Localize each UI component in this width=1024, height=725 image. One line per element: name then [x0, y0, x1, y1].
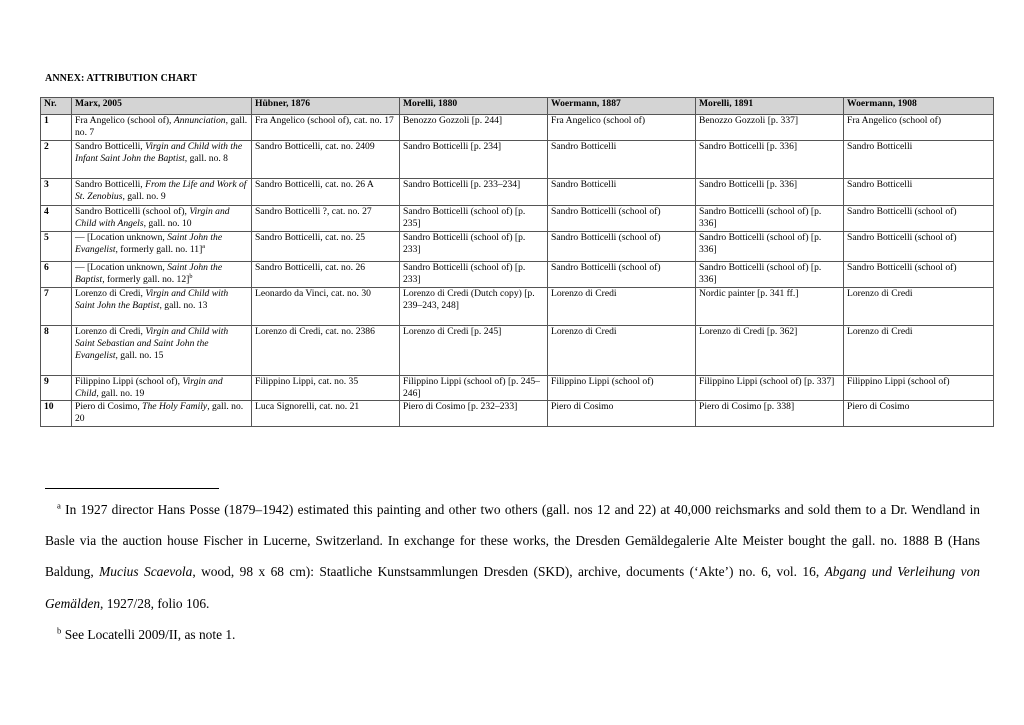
cell-marx: Fra Angelico (school of), Annunciation, gall. no. 7 [72, 115, 252, 141]
cell-woermann1908: Lorenzo di Credi [844, 326, 994, 376]
table-row [41, 262, 994, 288]
cell-huebner: Fra Angelico (school of), cat. no. 17 [252, 115, 400, 141]
cell-morelli1880: Sandro Botticelli [p. 233–234] [400, 179, 548, 206]
cell-woermann1887: Sandro Botticelli [548, 179, 696, 206]
footnote-b [45, 619, 980, 650]
cell-nr: 1 [41, 115, 72, 141]
cell-woermann1908: Sandro Botticelli (school of) [844, 232, 994, 262]
cell-morelli1891: Sandro Botticelli (school of) [p. 336] [696, 232, 844, 262]
cell-marx: Sandro Botticelli, From the Life and Work of St. Zenobius, gall. no. 9 [72, 179, 252, 206]
cell-huebner: Sandro Botticelli, cat. no. 26 A [252, 179, 400, 206]
cell-morelli1880: Lorenzo di Credi (Dutch copy) [p. 239–243, 248] [400, 288, 548, 326]
column-header: Hübner, 1876 [252, 98, 400, 115]
footnote-text: In 1927 director Hans Posse (1879–1942) estimated this painting and other two others (gall. nos 12 and 22) at 40,000 reichsmarks and sold them to a Dr. Wendland in Basle via the auction house Fischer in Lucerne, Switzerland. In exchange for these works, the Dresden Gemäldegalerie Alte Meister bought the gall. no. 1888 B (Hans Baldung, Mucius Scaevola, wood, 98 x 68 cm): Staatliche Kunstsammlungen Dresden (SKD), archive, documents (‘Akte’) no. 6, vol. 16, Abgang und Verleihung von Gemälden, 1927/28, folio 106. [45, 502, 980, 611]
cell-nr: 7 [41, 288, 72, 326]
cell-marx: Sandro Botticelli, Virgin and Child with the Infant Saint John the Baptist, gall. no. 8 [72, 141, 252, 179]
cell-woermann1887: Sandro Botticelli (school of) [548, 232, 696, 262]
table-row [41, 141, 994, 179]
table-row [41, 401, 994, 427]
cell-woermann1887: Filippino Lippi (school of) [548, 376, 696, 401]
column-header: Nr. [41, 98, 72, 115]
cell-huebner: Sandro Botticelli, cat. no. 26 [252, 262, 400, 288]
cell-marx: Lorenzo di Credi, Virgin and Child with Saint John the Baptist, gall. no. 13 [72, 288, 252, 326]
cell-marx: Filippino Lippi (school of), Virgin and Child, gall. no. 19 [72, 376, 252, 401]
cell-huebner: Filippino Lippi, cat. no. 35 [252, 376, 400, 401]
cell-nr: 10 [41, 401, 72, 427]
cell-morelli1880: Benozzo Gozzoli [p. 244] [400, 115, 548, 141]
table-row [41, 232, 994, 262]
cell-morelli1880: Sandro Botticelli [p. 234] [400, 141, 548, 179]
cell-huebner: Lorenzo di Credi, cat. no. 2386 [252, 326, 400, 376]
cell-nr: 4 [41, 206, 72, 232]
cell-morelli1880: Sandro Botticelli (school of) [p. 233] [400, 262, 548, 288]
cell-morelli1891: Nordic painter [p. 341 ff.] [696, 288, 844, 326]
cell-nr: 9 [41, 376, 72, 401]
cell-nr: 5 [41, 232, 72, 262]
cell-woermann1887: Lorenzo di Credi [548, 288, 696, 326]
cell-woermann1887: Fra Angelico (school of) [548, 115, 696, 141]
cell-morelli1880: Sandro Botticelli (school of) [p. 233] [400, 232, 548, 262]
column-header: Morelli, 1891 [696, 98, 844, 115]
cell-woermann1908: Filippino Lippi (school of) [844, 376, 994, 401]
cell-marx: — [Location unknown, Saint John the Evangelist, formerly gall. no. 11]$^a$ [72, 232, 252, 262]
cell-huebner: Leonardo da Vinci, cat. no. 30 [252, 288, 400, 326]
column-header: Woermann, 1908 [844, 98, 994, 115]
cell-morelli1880: Lorenzo di Credi [p. 245] [400, 326, 548, 376]
cell-woermann1908: Lorenzo di Credi [844, 288, 994, 326]
cell-marx: Lorenzo di Credi, Virgin and Child with Saint Sebastian and Saint John the Evangelist, gall. no. 15 [72, 326, 252, 376]
table-body [41, 115, 994, 427]
cell-nr: 6 [41, 262, 72, 288]
table-row [41, 376, 994, 401]
footnote-mark: a [57, 500, 61, 511]
footnote-a [45, 494, 980, 619]
table-header-row [41, 98, 994, 115]
cell-nr: 2 [41, 141, 72, 179]
table-row [41, 115, 994, 141]
cell-marx: — [Location unknown, Saint John the Baptist, formerly gall. no. 12]$^b$ [72, 262, 252, 288]
cell-morelli1891: Sandro Botticelli [p. 336] [696, 141, 844, 179]
cell-morelli1891: Sandro Botticelli [p. 336] [696, 179, 844, 206]
cell-nr: 3 [41, 179, 72, 206]
cell-morelli1880: Sandro Botticelli (school of) [p. 235] [400, 206, 548, 232]
cell-woermann1887: Lorenzo di Credi [548, 326, 696, 376]
cell-morelli1891: Benozzo Gozzoli [p. 337] [696, 115, 844, 141]
cell-woermann1908: Piero di Cosimo [844, 401, 994, 427]
footnote-separator [45, 488, 219, 489]
cell-morelli1891: Filippino Lippi (school of) [p. 337] [696, 376, 844, 401]
cell-marx: Sandro Botticelli (school of), Virgin and Child with Angels, gall. no. 10 [72, 206, 252, 232]
cell-morelli1891: Sandro Botticelli (school of) [p. 336] [696, 206, 844, 232]
cell-huebner: Sandro Botticelli, cat. no. 25 [252, 232, 400, 262]
cell-morelli1880: Piero di Cosimo [p. 232–233] [400, 401, 548, 427]
table-row [41, 326, 994, 376]
footnote-mark: b [57, 625, 62, 636]
column-header: Marx, 2005 [72, 98, 252, 115]
footnote-text: See Locatelli 2009/II, as note 1. [64, 626, 236, 642]
cell-woermann1908: Sandro Botticelli [844, 179, 994, 206]
cell-woermann1908: Sandro Botticelli (school of) [844, 262, 994, 288]
cell-huebner: Sandro Botticelli ?, cat. no. 27 [252, 206, 400, 232]
cell-woermann1908: Sandro Botticelli [844, 141, 994, 179]
cell-huebner: Luca Signorelli, cat. no. 21 [252, 401, 400, 427]
cell-morelli1880: Filippino Lippi (school of) [p. 245–246] [400, 376, 548, 401]
cell-morelli1891: Piero di Cosimo [p. 338] [696, 401, 844, 427]
cell-nr: 8 [41, 326, 72, 376]
table-row [41, 179, 994, 206]
cell-huebner: Sandro Botticelli, cat. no. 2409 [252, 141, 400, 179]
cell-woermann1887: Sandro Botticelli [548, 141, 696, 179]
cell-woermann1887: Sandro Botticelli (school of) [548, 206, 696, 232]
attribution-chart-table [40, 97, 994, 427]
cell-morelli1891: Lorenzo di Credi [p. 362] [696, 326, 844, 376]
annex-heading: ANNEX: ATTRIBUTION CHART [45, 73, 197, 84]
table-row [41, 206, 994, 232]
cell-woermann1908: Fra Angelico (school of) [844, 115, 994, 141]
cell-woermann1908: Sandro Botticelli (school of) [844, 206, 994, 232]
cell-woermann1887: Piero di Cosimo [548, 401, 696, 427]
column-header: Morelli, 1880 [400, 98, 548, 115]
footnotes [45, 494, 980, 650]
cell-woermann1887: Sandro Botticelli (school of) [548, 262, 696, 288]
cell-marx: Piero di Cosimo, The Holy Family, gall. no. 20 [72, 401, 252, 427]
table-row [41, 288, 994, 326]
cell-morelli1891: Sandro Botticelli (school of) [p. 336] [696, 262, 844, 288]
column-header: Woermann, 1887 [548, 98, 696, 115]
